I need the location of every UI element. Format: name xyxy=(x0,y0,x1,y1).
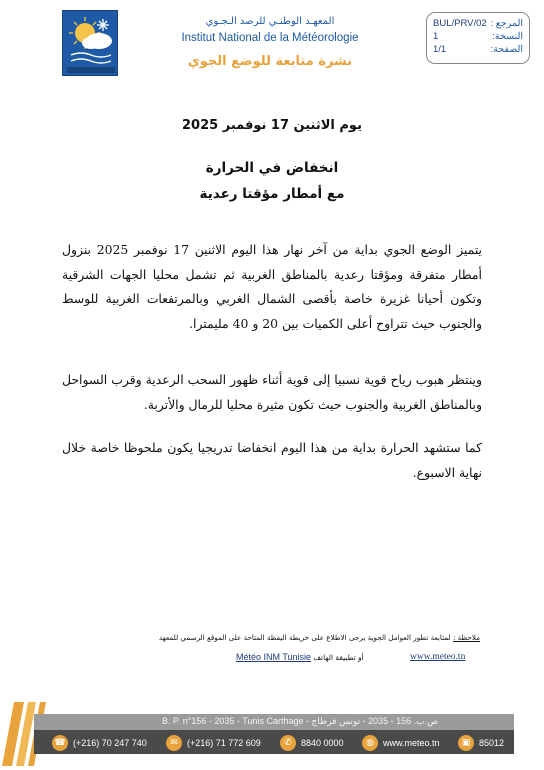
fax-icon: ✉ xyxy=(166,735,182,751)
note-label: ملاحظة : xyxy=(452,633,480,642)
note-or-app: أو تطبيقة الهاتف xyxy=(313,653,364,662)
postal-icon: ▣ xyxy=(458,735,474,751)
phone-3-text: 8840 0000 xyxy=(301,738,344,748)
version-label: النسخة: xyxy=(492,31,523,42)
paragraph-wind: وينتظر هبوب رياح قوية نسبيا إلى قوية أثناء ظهور السحب الرعدية وقرب السواحل وبالمناطق الغربية والجنوب حيث تكون مثيرة محليا للرمال والأتربة. xyxy=(62,372,482,412)
contact-phone-3[interactable] xyxy=(280,735,344,751)
contact-phone-2[interactable] xyxy=(166,735,261,751)
contact-phone-1[interactable] xyxy=(52,735,147,751)
footer-address: B. P. n°156 - 2035 - Tunis Carthage - ص.ب. 156 - 2035 - تونس قرطاج xyxy=(161,716,439,726)
version-value: 1 xyxy=(433,31,439,42)
version-row xyxy=(433,30,523,43)
globe-icon: ◍ xyxy=(362,735,378,751)
hotline-icon: ✆ xyxy=(280,735,296,751)
reference-value: BUL/PRV/02 xyxy=(433,18,487,29)
phone-1-text: (+216) 70 247 740 xyxy=(73,738,147,748)
website-link[interactable]: www.meteo.tn xyxy=(410,652,466,662)
org-name-arabic: المعهـد الوطنـي للرصد الـجـوي xyxy=(205,16,335,27)
page-row xyxy=(433,43,523,56)
bulletin-date: يوم الاثنين 17 نوفمبر 2025 xyxy=(182,118,362,133)
reference-row xyxy=(433,17,523,30)
paragraph-temperature: كما ستشهد الحرارة بداية من هذا اليوم انخفاضا تدريجيا يكون ملحوظا خاصة خلال نهاية الاسبوع. xyxy=(62,440,482,480)
headline-secondary: مع أمطار مؤقتا رعدية xyxy=(199,186,345,202)
note-text: لمتابعة تطور العوامل الجوية يرجى الاطلاع على خريطة اليقظة المتاحة على الموقع الرسمي للمعهد xyxy=(158,633,451,642)
phone-2-text: (+216) 71 772 609 xyxy=(187,738,261,748)
org-name-french: Institut National de la Météorologie xyxy=(181,32,359,44)
code-text: 85012 xyxy=(479,738,505,748)
contact-website[interactable] xyxy=(362,735,440,751)
bulletin-title: نشرة متابعة للوضع الجوي xyxy=(187,54,353,69)
app-name-link[interactable]: Météo INM Tunisie xyxy=(236,652,312,662)
footer xyxy=(0,698,544,770)
logo-emblem-icon xyxy=(63,11,119,77)
page-value: 1/1 xyxy=(433,44,447,55)
website-text: www.meteo.tn xyxy=(383,738,440,748)
headline-primary: انخفاض في الحرارة xyxy=(205,160,339,176)
reference-label: المرجع : xyxy=(490,18,523,29)
paragraph-rain: يتميز الوضع الجوي بداية من آخر نهار هذا اليوم الاثنين 17 نوفمبر 2025 بنزول أمطار متفرقة ومؤقتا رعدية بالمناطق الغربية ثم تشمل محليا الجهات الشرقية وتكون أحيانا غزيرة خاصة بأقصى الشمال الغربي وبالمرتفعات الغربية للوسط والجنوب حيث تتراوح أعلى الكميات بين 20 و 40 مليمترا. xyxy=(62,242,483,331)
phone-icon: ☎ xyxy=(52,735,68,751)
reference-box xyxy=(426,12,530,64)
contact-code[interactable] xyxy=(458,735,504,751)
institute-logo xyxy=(62,10,118,76)
note-app-line xyxy=(236,652,364,662)
page-label: الصفحة: xyxy=(490,44,523,55)
note-line xyxy=(60,632,480,643)
